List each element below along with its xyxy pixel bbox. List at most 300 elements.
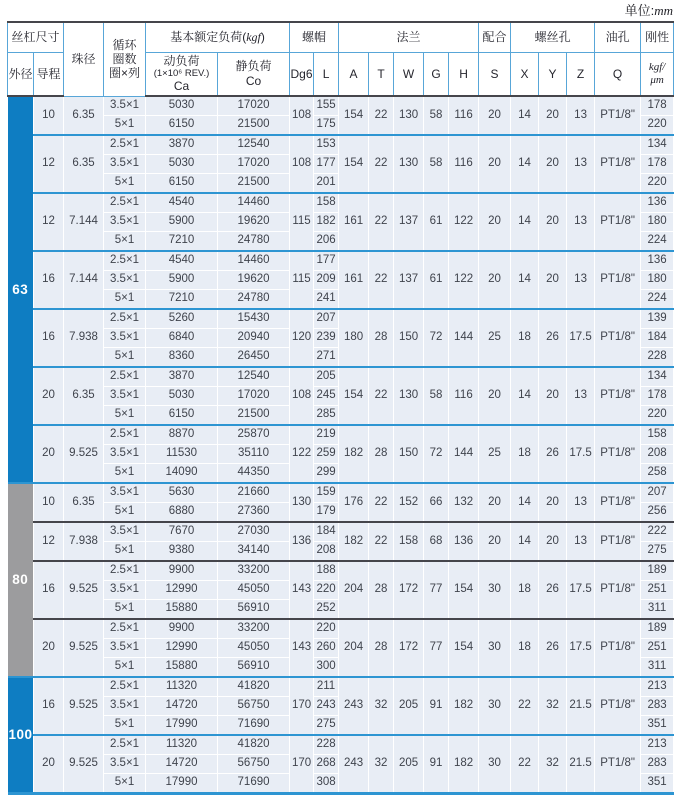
cell-nut-length: 177 bbox=[314, 251, 339, 271]
cell-static-load: 12540 bbox=[218, 367, 290, 387]
cell-rigidity: 222 bbox=[641, 522, 674, 542]
header-col-q: Q bbox=[595, 52, 641, 96]
header-rigidity: 刚性 bbox=[641, 22, 674, 52]
cell-rigidity: 178 bbox=[641, 155, 674, 174]
cell-hole-z: 21.5 bbox=[567, 677, 595, 735]
cell-flange-w: 137 bbox=[394, 251, 424, 309]
cell-flange-t: 28 bbox=[369, 619, 394, 677]
cell-nut-length: 205 bbox=[314, 367, 339, 387]
cell-nut-length: 182 bbox=[314, 213, 339, 232]
cell-dg6: 108 bbox=[290, 96, 314, 135]
cell-static-load: 41820 bbox=[218, 677, 290, 697]
cell-hole-x: 14 bbox=[511, 367, 539, 425]
cell-dynamic-load: 8870 bbox=[146, 425, 218, 445]
cell-turns: 3.5×1 bbox=[104, 213, 146, 232]
section-label: 100 bbox=[8, 677, 34, 794]
cell-hole-x: 22 bbox=[511, 735, 539, 794]
cell-oil-hole: PT1/8" bbox=[595, 735, 641, 794]
cell-static-load: 14460 bbox=[218, 251, 290, 271]
table-row bbox=[8, 561, 674, 581]
cell-hole-z: 17.5 bbox=[567, 619, 595, 677]
cell-flange-a: 154 bbox=[339, 135, 369, 193]
cell-turns: 3.5×1 bbox=[104, 697, 146, 716]
cell-rigidity: 256 bbox=[641, 503, 674, 523]
cell-flange-a: 204 bbox=[339, 619, 369, 677]
cell-hole-x: 14 bbox=[511, 96, 539, 135]
cell-flange-a: 176 bbox=[339, 483, 369, 522]
cell-flange-a: 180 bbox=[339, 309, 369, 367]
cell-flange-w: 172 bbox=[394, 561, 424, 619]
cell-turns: 5×1 bbox=[104, 542, 146, 562]
cell-flange-t: 22 bbox=[369, 251, 394, 309]
cell-oil-hole: PT1/8" bbox=[595, 522, 641, 561]
cell-oil-hole: PT1/8" bbox=[595, 619, 641, 677]
cell-static-load: 45050 bbox=[218, 581, 290, 600]
cell-static-load: 21500 bbox=[218, 174, 290, 194]
cell-ball-diameter: 6.35 bbox=[64, 483, 104, 522]
cell-rigidity: 251 bbox=[641, 639, 674, 658]
cell-dynamic-load: 6840 bbox=[146, 329, 218, 348]
cell-flange-t: 22 bbox=[369, 96, 394, 135]
cell-dg6: 170 bbox=[290, 735, 314, 794]
cell-hole-x: 14 bbox=[511, 135, 539, 193]
cell-turns: 5×1 bbox=[104, 406, 146, 426]
header-col-s: S bbox=[479, 52, 511, 96]
cell-dynamic-load: 17990 bbox=[146, 716, 218, 736]
cell-rigidity: 275 bbox=[641, 542, 674, 562]
cell-nut-length: 219 bbox=[314, 425, 339, 445]
cell-fit: 30 bbox=[479, 619, 511, 677]
cell-flange-g: 58 bbox=[424, 96, 449, 135]
cell-turns: 3.5×1 bbox=[104, 522, 146, 542]
cell-dynamic-load: 7210 bbox=[146, 290, 218, 310]
cell-fit: 20 bbox=[479, 251, 511, 309]
cell-turns: 2.5×1 bbox=[104, 677, 146, 697]
cell-flange-g: 61 bbox=[424, 251, 449, 309]
cell-nut-length: 268 bbox=[314, 755, 339, 774]
cell-dynamic-load: 12990 bbox=[146, 581, 218, 600]
cell-dg6: 130 bbox=[290, 483, 314, 522]
cell-turns: 5×1 bbox=[104, 290, 146, 310]
table-row bbox=[8, 619, 674, 639]
cell-oil-hole: PT1/8" bbox=[595, 561, 641, 619]
cell-rigidity: 213 bbox=[641, 735, 674, 755]
cell-rigidity: 178 bbox=[641, 96, 674, 116]
cell-hole-y: 26 bbox=[539, 561, 567, 619]
header-col-g: G bbox=[424, 52, 449, 96]
cell-nut-length: 243 bbox=[314, 697, 339, 716]
cell-static-load: 35110 bbox=[218, 445, 290, 464]
cell-hole-y: 20 bbox=[539, 135, 567, 193]
cell-hole-y: 20 bbox=[539, 367, 567, 425]
cell-lead: 20 bbox=[34, 619, 64, 677]
cell-hole-z: 21.5 bbox=[567, 735, 595, 794]
table-body bbox=[8, 96, 674, 794]
cell-fit: 25 bbox=[479, 425, 511, 483]
cell-lead: 20 bbox=[34, 367, 64, 425]
header-col-h: H bbox=[449, 52, 479, 96]
cell-flange-h: 116 bbox=[449, 96, 479, 135]
cell-rigidity: 220 bbox=[641, 406, 674, 426]
cell-ball-diameter: 9.525 bbox=[64, 735, 104, 794]
cell-fit: 25 bbox=[479, 309, 511, 367]
cell-nut-length: 177 bbox=[314, 155, 339, 174]
cell-turns: 5×1 bbox=[104, 464, 146, 484]
cell-flange-t: 22 bbox=[369, 483, 394, 522]
header-lead: 导程 bbox=[34, 52, 64, 96]
cell-nut-length: 159 bbox=[314, 483, 339, 503]
header-col-a: A bbox=[339, 52, 369, 96]
cell-flange-w: 158 bbox=[394, 522, 424, 561]
cell-lead: 10 bbox=[34, 483, 64, 522]
cell-rigidity: 283 bbox=[641, 755, 674, 774]
cell-hole-x: 14 bbox=[511, 193, 539, 251]
cell-static-load: 26450 bbox=[218, 348, 290, 368]
header-col-x: X bbox=[511, 52, 539, 96]
cell-rigidity: 136 bbox=[641, 193, 674, 213]
cell-rigidity: 134 bbox=[641, 367, 674, 387]
cell-nut-length: 239 bbox=[314, 329, 339, 348]
cell-dynamic-load: 4540 bbox=[146, 193, 218, 213]
cell-turns: 3.5×1 bbox=[104, 483, 146, 503]
cell-fit: 30 bbox=[479, 677, 511, 735]
cell-dynamic-load: 11320 bbox=[146, 677, 218, 697]
cell-static-load: 33200 bbox=[218, 561, 290, 581]
cell-dg6: 143 bbox=[290, 561, 314, 619]
cell-ball-diameter: 6.35 bbox=[64, 135, 104, 193]
cell-dynamic-load: 5260 bbox=[146, 309, 218, 329]
cell-static-load: 27360 bbox=[218, 503, 290, 523]
cell-turns: 2.5×1 bbox=[104, 251, 146, 271]
cell-hole-y: 20 bbox=[539, 483, 567, 522]
cell-flange-a: 243 bbox=[339, 677, 369, 735]
cell-turns: 5×1 bbox=[104, 232, 146, 252]
cell-nut-length: 184 bbox=[314, 522, 339, 542]
header-nut: 螺帽 bbox=[290, 22, 339, 52]
cell-nut-length: 275 bbox=[314, 716, 339, 736]
cell-rigidity: 136 bbox=[641, 251, 674, 271]
table-row bbox=[8, 367, 674, 387]
cell-nut-length: 188 bbox=[314, 561, 339, 581]
cell-flange-a: 154 bbox=[339, 367, 369, 425]
header-circulation: 循环 圈数 圈×列 bbox=[104, 22, 146, 96]
cell-rigidity: 207 bbox=[641, 483, 674, 503]
cell-flange-h: 144 bbox=[449, 425, 479, 483]
section-label: 63 bbox=[8, 96, 34, 483]
cell-hole-x: 14 bbox=[511, 251, 539, 309]
cell-dynamic-load: 9380 bbox=[146, 542, 218, 562]
cell-turns: 5×1 bbox=[104, 503, 146, 523]
cell-hole-z: 13 bbox=[567, 522, 595, 561]
cell-turns: 3.5×1 bbox=[104, 445, 146, 464]
cell-oil-hole: PT1/8" bbox=[595, 309, 641, 367]
cell-ball-diameter: 7.938 bbox=[64, 309, 104, 367]
cell-hole-z: 17.5 bbox=[567, 561, 595, 619]
cell-rigidity: 180 bbox=[641, 213, 674, 232]
cell-ball-diameter: 9.525 bbox=[64, 619, 104, 677]
cell-dynamic-load: 9900 bbox=[146, 619, 218, 639]
cell-rigidity: 180 bbox=[641, 271, 674, 290]
section-label: 80 bbox=[8, 483, 34, 677]
spec-table bbox=[7, 21, 674, 795]
cell-flange-g: 72 bbox=[424, 309, 449, 367]
table-row bbox=[8, 677, 674, 697]
cell-dynamic-load: 7670 bbox=[146, 522, 218, 542]
cell-flange-w: 130 bbox=[394, 96, 424, 135]
cell-turns: 2.5×1 bbox=[104, 309, 146, 329]
cell-flange-a: 204 bbox=[339, 561, 369, 619]
cell-rigidity: 208 bbox=[641, 445, 674, 464]
cell-hole-y: 32 bbox=[539, 677, 567, 735]
cell-nut-length: 245 bbox=[314, 387, 339, 406]
cell-turns: 3.5×1 bbox=[104, 329, 146, 348]
cell-static-load: 20940 bbox=[218, 329, 290, 348]
cell-dynamic-load: 8360 bbox=[146, 348, 218, 368]
cell-hole-y: 26 bbox=[539, 619, 567, 677]
cell-nut-length: 259 bbox=[314, 445, 339, 464]
cell-flange-w: 205 bbox=[394, 677, 424, 735]
cell-hole-z: 13 bbox=[567, 193, 595, 251]
cell-nut-length: 153 bbox=[314, 135, 339, 155]
table-row bbox=[8, 483, 674, 503]
cell-static-load: 17020 bbox=[218, 387, 290, 406]
cell-static-load: 45050 bbox=[218, 639, 290, 658]
cell-dg6: 170 bbox=[290, 677, 314, 735]
cell-oil-hole: PT1/8" bbox=[595, 251, 641, 309]
cell-dynamic-load: 6880 bbox=[146, 503, 218, 523]
cell-nut-length: 206 bbox=[314, 232, 339, 252]
cell-static-load: 41820 bbox=[218, 735, 290, 755]
cell-flange-a: 161 bbox=[339, 193, 369, 251]
cell-turns: 3.5×1 bbox=[104, 155, 146, 174]
cell-dynamic-load: 5030 bbox=[146, 387, 218, 406]
cell-lead: 16 bbox=[34, 677, 64, 735]
cell-flange-w: 150 bbox=[394, 309, 424, 367]
cell-static-load: 27030 bbox=[218, 522, 290, 542]
cell-rigidity: 134 bbox=[641, 135, 674, 155]
cell-dynamic-load: 5630 bbox=[146, 483, 218, 503]
header-dynamic-load: 动负荷 (1×10⁶ REV.) Ca bbox=[146, 52, 218, 96]
cell-hole-x: 14 bbox=[511, 483, 539, 522]
cell-dynamic-load: 6150 bbox=[146, 406, 218, 426]
cell-hole-x: 22 bbox=[511, 677, 539, 735]
cell-ball-diameter: 7.144 bbox=[64, 193, 104, 251]
cell-nut-length: 299 bbox=[314, 464, 339, 484]
cell-turns: 2.5×1 bbox=[104, 193, 146, 213]
cell-flange-t: 22 bbox=[369, 367, 394, 425]
cell-turns: 3.5×1 bbox=[104, 581, 146, 600]
cell-rigidity: 224 bbox=[641, 232, 674, 252]
cell-fit: 20 bbox=[479, 483, 511, 522]
header-static-load: 静负荷 Co bbox=[218, 52, 290, 96]
cell-dynamic-load: 5900 bbox=[146, 271, 218, 290]
cell-flange-g: 58 bbox=[424, 135, 449, 193]
cell-flange-t: 28 bbox=[369, 561, 394, 619]
cell-oil-hole: PT1/8" bbox=[595, 367, 641, 425]
cell-flange-a: 182 bbox=[339, 425, 369, 483]
unit-label bbox=[7, 2, 675, 21]
cell-flange-a: 243 bbox=[339, 735, 369, 794]
cell-oil-hole: PT1/8" bbox=[595, 135, 641, 193]
cell-dynamic-load: 4540 bbox=[146, 251, 218, 271]
cell-static-load: 33200 bbox=[218, 619, 290, 639]
table-row bbox=[8, 251, 674, 271]
cell-flange-w: 130 bbox=[394, 135, 424, 193]
cell-nut-length: 209 bbox=[314, 271, 339, 290]
cell-dynamic-load: 11530 bbox=[146, 445, 218, 464]
cell-turns: 5×1 bbox=[104, 600, 146, 620]
cell-lead: 12 bbox=[34, 135, 64, 193]
table-row bbox=[8, 135, 674, 155]
cell-dg6: 120 bbox=[290, 309, 314, 367]
cell-rigidity: 311 bbox=[641, 658, 674, 678]
cell-dynamic-load: 12990 bbox=[146, 639, 218, 658]
cell-flange-t: 22 bbox=[369, 193, 394, 251]
cell-flange-w: 152 bbox=[394, 483, 424, 522]
cell-flange-g: 66 bbox=[424, 483, 449, 522]
header-basic-load: 基本额定负荷(kgf) bbox=[146, 22, 290, 52]
cell-flange-a: 161 bbox=[339, 251, 369, 309]
cell-hole-y: 20 bbox=[539, 251, 567, 309]
cell-static-load: 56750 bbox=[218, 755, 290, 774]
cell-oil-hole: PT1/8" bbox=[595, 483, 641, 522]
cell-hole-z: 13 bbox=[567, 135, 595, 193]
cell-dg6: 143 bbox=[290, 619, 314, 677]
table-row bbox=[8, 735, 674, 755]
cell-dynamic-load: 11320 bbox=[146, 735, 218, 755]
cell-static-load: 19620 bbox=[218, 213, 290, 232]
cell-nut-length: 179 bbox=[314, 503, 339, 523]
cell-hole-z: 17.5 bbox=[567, 425, 595, 483]
cell-hole-z: 13 bbox=[567, 483, 595, 522]
cell-rigidity: 351 bbox=[641, 774, 674, 794]
cell-lead: 12 bbox=[34, 193, 64, 251]
cell-static-load: 21500 bbox=[218, 116, 290, 136]
cell-flange-h: 182 bbox=[449, 677, 479, 735]
cell-flange-w: 150 bbox=[394, 425, 424, 483]
cell-hole-y: 20 bbox=[539, 193, 567, 251]
cell-nut-length: 201 bbox=[314, 174, 339, 194]
cell-rigidity: 283 bbox=[641, 697, 674, 716]
cell-nut-length: 300 bbox=[314, 658, 339, 678]
cell-dg6: 108 bbox=[290, 367, 314, 425]
cell-hole-y: 20 bbox=[539, 96, 567, 135]
cell-flange-g: 58 bbox=[424, 367, 449, 425]
cell-static-load: 21660 bbox=[218, 483, 290, 503]
cell-flange-a: 182 bbox=[339, 522, 369, 561]
cell-fit: 20 bbox=[479, 135, 511, 193]
cell-dg6: 122 bbox=[290, 425, 314, 483]
cell-flange-w: 205 bbox=[394, 735, 424, 794]
cell-turns: 5×1 bbox=[104, 348, 146, 368]
cell-dynamic-load: 14090 bbox=[146, 464, 218, 484]
unit-value: mm bbox=[654, 3, 673, 18]
header-col-w: W bbox=[394, 52, 424, 96]
cell-rigidity: 139 bbox=[641, 309, 674, 329]
cell-static-load: 56910 bbox=[218, 600, 290, 620]
cell-fit: 30 bbox=[479, 735, 511, 794]
cell-hole-x: 14 bbox=[511, 522, 539, 561]
cell-nut-length: 271 bbox=[314, 348, 339, 368]
header-col-y: Y bbox=[539, 52, 567, 96]
cell-static-load: 44350 bbox=[218, 464, 290, 484]
cell-nut-length: 158 bbox=[314, 193, 339, 213]
cell-dg6: 115 bbox=[290, 251, 314, 309]
cell-rigidity: 311 bbox=[641, 600, 674, 620]
cell-static-load: 25870 bbox=[218, 425, 290, 445]
cell-nut-length: 207 bbox=[314, 309, 339, 329]
cell-flange-h: 116 bbox=[449, 135, 479, 193]
cell-rigidity: 220 bbox=[641, 174, 674, 194]
cell-dynamic-load: 14720 bbox=[146, 697, 218, 716]
cell-lead: 16 bbox=[34, 251, 64, 309]
cell-hole-x: 18 bbox=[511, 309, 539, 367]
header-rigidity-unit: kgf/ μm bbox=[641, 52, 674, 96]
cell-nut-length: 228 bbox=[314, 735, 339, 755]
cell-flange-t: 32 bbox=[369, 735, 394, 794]
cell-dynamic-load: 6150 bbox=[146, 174, 218, 194]
cell-rigidity: 213 bbox=[641, 677, 674, 697]
cell-ball-diameter: 9.525 bbox=[64, 425, 104, 483]
cell-hole-y: 20 bbox=[539, 522, 567, 561]
unit-label-prefix: 单位: bbox=[624, 3, 655, 18]
cell-nut-length: 175 bbox=[314, 116, 339, 136]
cell-nut-length: 220 bbox=[314, 581, 339, 600]
cell-rigidity: 351 bbox=[641, 716, 674, 736]
cell-turns: 2.5×1 bbox=[104, 619, 146, 639]
header-col-z: Z bbox=[567, 52, 595, 96]
cell-flange-g: 61 bbox=[424, 193, 449, 251]
cell-hole-z: 13 bbox=[567, 367, 595, 425]
cell-flange-g: 91 bbox=[424, 677, 449, 735]
cell-dynamic-load: 7210 bbox=[146, 232, 218, 252]
cell-hole-x: 18 bbox=[511, 619, 539, 677]
cell-dynamic-load: 15880 bbox=[146, 600, 218, 620]
cell-flange-g: 91 bbox=[424, 735, 449, 794]
cell-turns: 5×1 bbox=[104, 774, 146, 794]
cell-nut-length: 211 bbox=[314, 677, 339, 697]
cell-fit: 20 bbox=[479, 522, 511, 561]
cell-flange-t: 22 bbox=[369, 135, 394, 193]
cell-rigidity: 228 bbox=[641, 348, 674, 368]
header-col-t: T bbox=[369, 52, 394, 96]
cell-static-load: 17020 bbox=[218, 155, 290, 174]
cell-nut-length: 155 bbox=[314, 96, 339, 116]
cell-nut-length: 220 bbox=[314, 619, 339, 639]
cell-oil-hole: PT1/8" bbox=[595, 96, 641, 135]
table-row bbox=[8, 96, 674, 116]
cell-turns: 3.5×1 bbox=[104, 639, 146, 658]
cell-ball-diameter: 7.938 bbox=[64, 522, 104, 561]
cell-static-load: 56750 bbox=[218, 697, 290, 716]
cell-flange-h: 132 bbox=[449, 483, 479, 522]
cell-hole-x: 18 bbox=[511, 561, 539, 619]
cell-flange-h: 154 bbox=[449, 561, 479, 619]
cell-rigidity: 224 bbox=[641, 290, 674, 310]
cell-static-load: 24780 bbox=[218, 290, 290, 310]
cell-hole-z: 17.5 bbox=[567, 309, 595, 367]
cell-flange-h: 136 bbox=[449, 522, 479, 561]
cell-dynamic-load: 5030 bbox=[146, 155, 218, 174]
cell-hole-y: 26 bbox=[539, 425, 567, 483]
cell-flange-h: 182 bbox=[449, 735, 479, 794]
cell-rigidity: 158 bbox=[641, 425, 674, 445]
cell-dynamic-load: 3870 bbox=[146, 135, 218, 155]
cell-turns: 3.5×1 bbox=[104, 387, 146, 406]
cell-rigidity: 251 bbox=[641, 581, 674, 600]
cell-static-load: 24780 bbox=[218, 232, 290, 252]
cell-flange-h: 116 bbox=[449, 367, 479, 425]
